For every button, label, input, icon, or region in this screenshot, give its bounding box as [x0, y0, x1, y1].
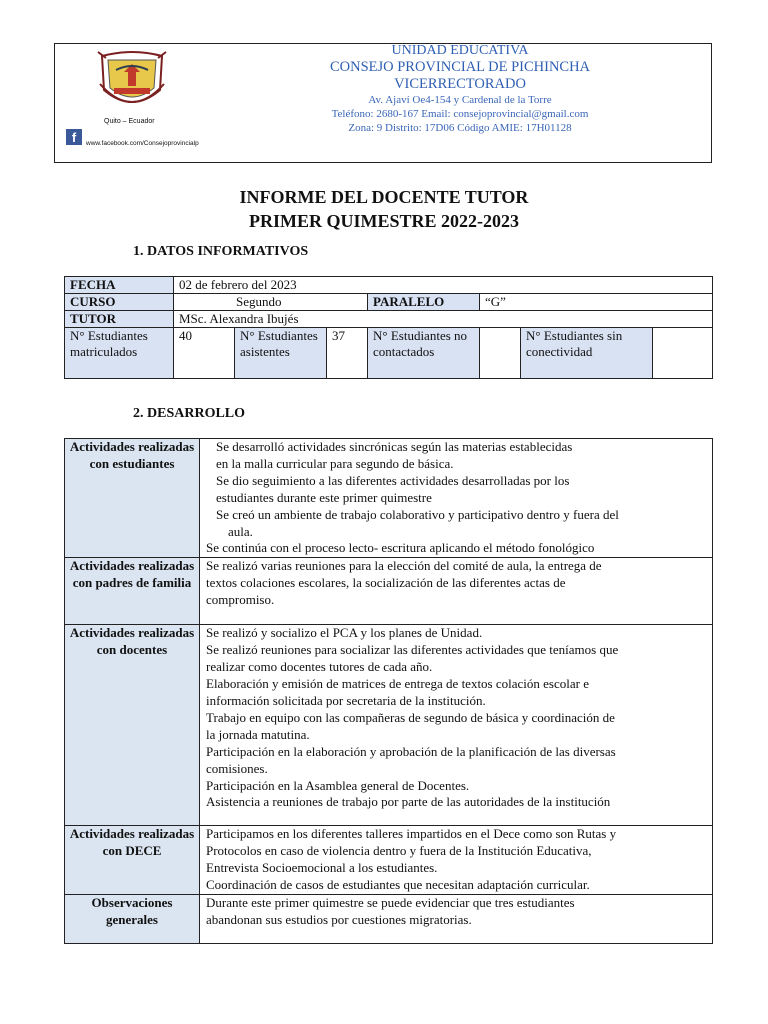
activity-line: en la malla curricular para segundo de básica. — [216, 455, 454, 471]
school-logo — [96, 50, 168, 114]
section-heading-datos: 1. DATOS INFORMATIVOS — [133, 244, 309, 259]
activity-line: Se realizó y socializo el PCA y los planes de Unidad. — [206, 625, 483, 641]
activity-line: compromiso. — [206, 592, 275, 608]
facebook-icon[interactable]: f — [66, 129, 82, 145]
paralelo-label: PARALELO — [368, 294, 480, 311]
activity-line: Participación en la Asamblea general de Docentes. — [206, 777, 470, 793]
activity-line: Asistencia a reuniones de trabajo por parte de las autoridades de la institución — [206, 794, 611, 810]
section-heading-desarrollo: 2. DESARROLLO — [133, 406, 246, 421]
no-contactados-value — [480, 328, 521, 379]
sin-conectividad-value — [653, 328, 712, 378]
office-name: VICERRECTORADO — [394, 76, 526, 92]
sin-conectividad-cell — [521, 328, 713, 379]
estudiantes-content — [200, 439, 713, 558]
activity-line: Se continúa con el proceso lecto- escritura aplicando el método fonológico — [206, 540, 595, 556]
fecha-label: FECHA — [65, 277, 174, 294]
activity-line: la jornada matutina. — [206, 726, 310, 742]
activity-line: comisiones. — [206, 760, 268, 776]
zone-line: Zona: 9 Distrito: 17D06 Código AMIE: 17H01128 — [348, 122, 572, 134]
datos-table — [64, 276, 713, 379]
tutor-value: MSc. Alexandra Ibujés — [174, 311, 713, 328]
institution-name: UNIDAD EDUCATIVA — [391, 43, 529, 58]
asistentes-label: N° Estudiantes asistentes — [235, 328, 327, 379]
estudiantes-label: Actividades realizadas con estudiantes — [65, 439, 200, 558]
activity-line: Se realizó reuniones para socializar las diferentes actividades que teníamos que — [206, 642, 619, 658]
activity-line: Se dio seguimiento a las diferentes actividades desarrolladas por los — [216, 472, 570, 488]
paralelo-value: “G” — [480, 294, 713, 311]
activity-line: realizar como docentes tutores de cada año. — [206, 659, 433, 675]
activity-line: Trabajo en equipo con las compañeras de segundo de básica y coordinación de — [206, 709, 615, 725]
tutor-label: TUTOR — [65, 311, 174, 328]
report-subtitle: PRIMER QUIMESTRE 2022-2023 — [248, 211, 519, 231]
padres-label: Actividades realizadas con padres de familia — [65, 558, 200, 625]
observaciones-content — [200, 894, 713, 943]
activity-line: información solicitada por secretaria de la institución. — [206, 692, 486, 708]
curso-value: Segundo — [174, 294, 368, 311]
observaciones-label: Observaciones generales — [65, 894, 200, 943]
activity-line: textos colaciones escolares, la socialización de las diferentes actas de — [206, 575, 566, 591]
address-line: Av. Ajaví Oe4-154 y Cardenal de la Torre — [368, 94, 552, 106]
activity-line: Se desarrolló actividades sincrónicas según las materias establecidas — [216, 439, 573, 454]
activity-line: Participamos en los diferentes talleres impartidos en el Dece como son Rutas y — [206, 826, 617, 842]
desarrollo-table — [64, 438, 713, 944]
fecha-value: 02 de febrero del 2023 — [174, 277, 713, 294]
dece-content — [200, 826, 713, 895]
activity-line: Entrevista Socioemocional a los estudiantes. — [206, 860, 438, 876]
padres-content — [200, 558, 713, 625]
facebook-link[interactable]: www.facebook.com/Consejoprovincialp — [86, 140, 199, 147]
docentes-label: Actividades realizadas con docentes — [65, 625, 200, 826]
report-title: INFORME DEL DOCENTE TUTOR — [239, 187, 529, 207]
activity-line: Se creó un ambiente de trabajo colaborativo y participativo dentro y fuera del — [216, 506, 619, 522]
sin-conectividad-label: N° Estudiantes sin conectividad — [521, 328, 653, 378]
activity-line: Coordinación de casos de estudiantes que necesitan adaptación curricular. — [206, 877, 590, 893]
activity-line: Se realizó varias reuniones para la elección del comité de aula, la entrega de — [206, 558, 602, 574]
matriculados-label: N° Estudiantes matriculados — [65, 328, 174, 379]
docentes-content — [200, 625, 713, 826]
no-contactados-label: N° Estudiantes no contactados — [368, 328, 480, 379]
observation-line: abandonan sus estudios por cuestiones migratorias. — [206, 911, 472, 927]
observation-line: Durante este primer quimestre se puede evidenciar que tres estudiantes — [206, 894, 575, 910]
activity-line: Elaboración y emisión de matrices de entrega de textos colación escolar e — [206, 676, 589, 692]
activity-line: estudiantes durante este primer quimestre — [216, 489, 432, 505]
dece-label: Actividades realizadas con DECE — [65, 826, 200, 895]
activity-line: Participación en la elaboración y aprobación de la planificación de las diversas — [206, 743, 616, 759]
activity-line: Protocolos en caso de violencia dentro y fuera de la Institución Educativa, — [206, 843, 592, 859]
logo-caption: Quito – Ecuador — [104, 118, 155, 125]
activity-line: aula. — [228, 523, 253, 539]
matriculados-value: 40 — [174, 328, 235, 379]
contact-line: Teléfono: 2680-167 Email: consejoprovincial@gmail.com — [331, 108, 589, 120]
curso-label: CURSO — [65, 294, 174, 311]
asistentes-value: 37 — [327, 328, 368, 379]
council-name: CONSEJO PROVINCIAL DE PICHINCHA — [329, 59, 591, 75]
